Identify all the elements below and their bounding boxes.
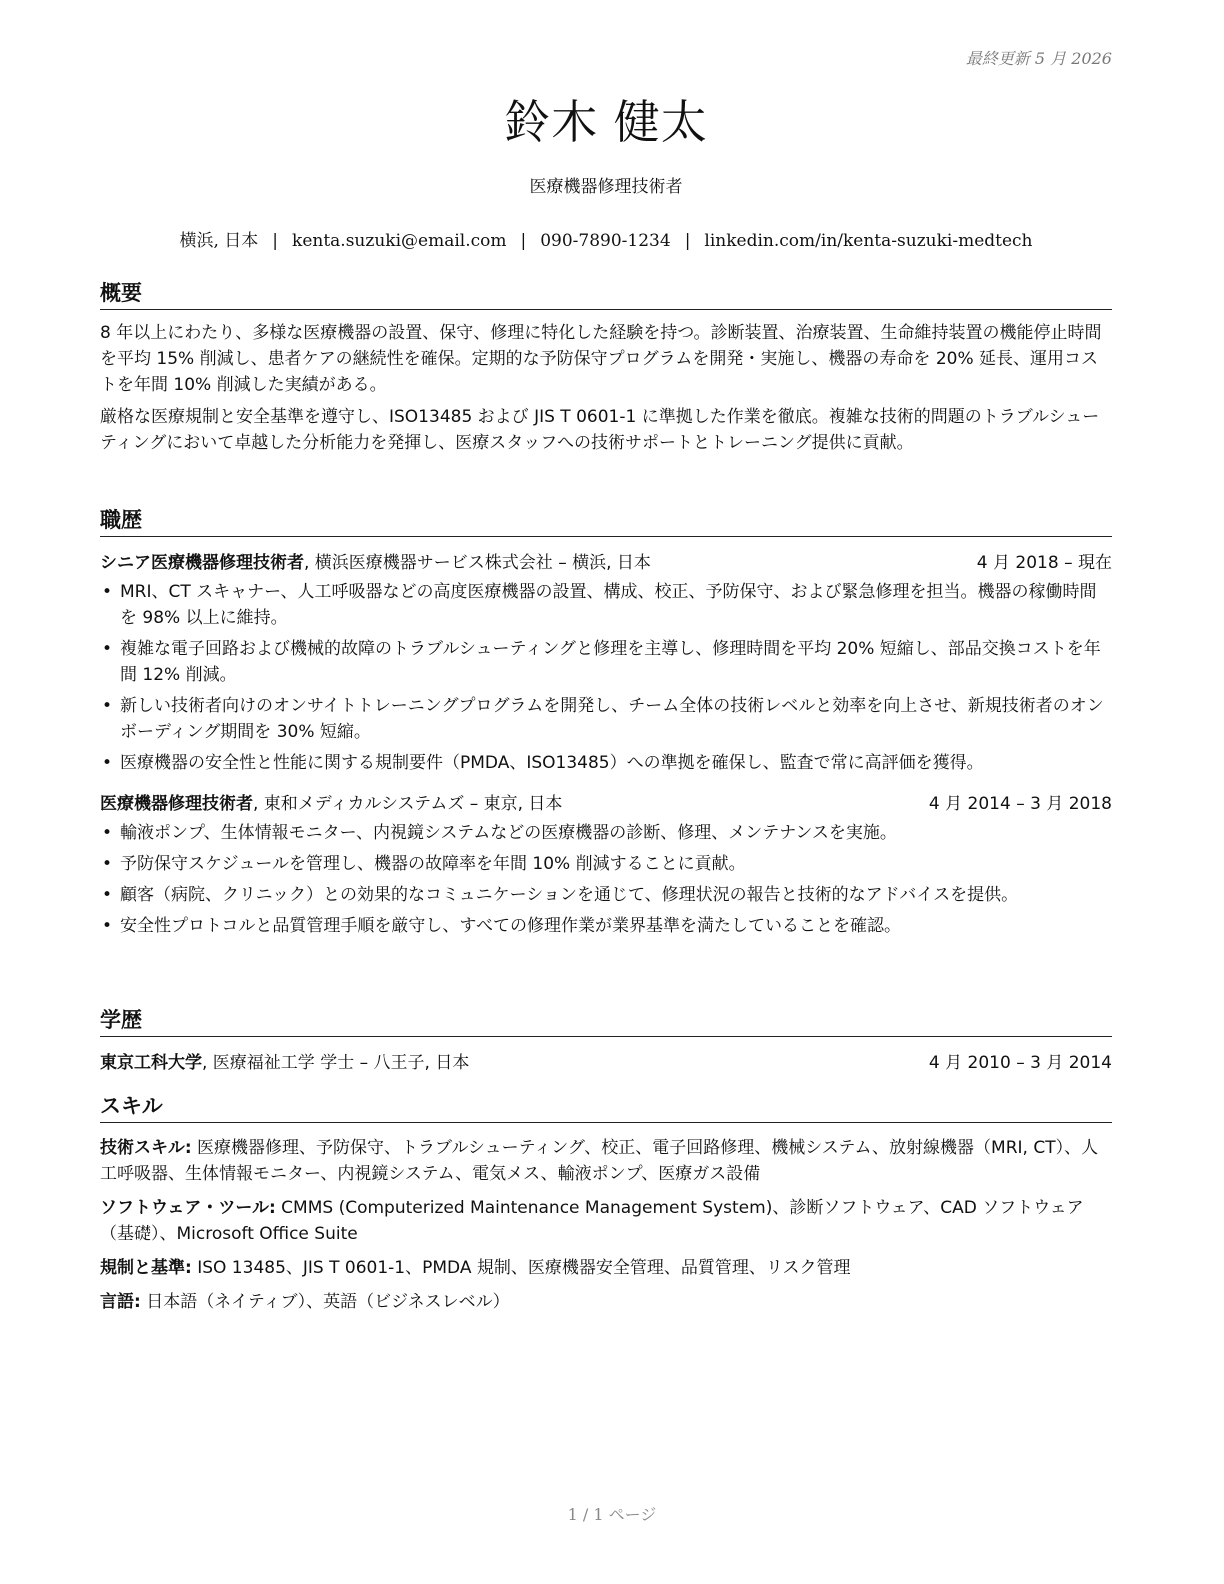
job-bullets <box>100 579 1112 776</box>
summary-paragraph: 厳格な医療規制と安全基準を遵守し、ISO13485 および JIS T 0601-1 に準拠した作業を徹底。複雑な技術的問題のトラブルシューティングにおいて卓越した分析能力を発揮し、医療スタッフへの技術サポートとトレーニング提供に貢献。 <box>100 407 1100 453</box>
education-entry <box>100 1051 1112 1075</box>
education-dates: 4 月 2010 – 3 月 2014 <box>928 1053 1112 1073</box>
section-heading: 概要 <box>100 280 1112 310</box>
summary-section <box>100 280 1112 456</box>
last-updated: 最終更新 5 月 2026 <box>965 49 1112 68</box>
job-org: , 横浜医療機器サービス株式会社 – 横浜, 日本 <box>304 553 651 573</box>
job-org: , 東和メディカルシステムズ – 東京, 日本 <box>253 794 563 814</box>
skill-row <box>100 1135 1112 1187</box>
list-item: • 新しい技術者向けのオンサイトトレーニングプログラムを開発し、チーム全体の技術レベルと効率を向上させ、新規技術者のオンボーディング期間を 30% 短縮。 <box>100 693 1112 745</box>
contact-separator: | <box>272 231 279 251</box>
contact-phone: 090-7890-1234 <box>540 231 671 251</box>
skill-row <box>100 1195 1112 1247</box>
education-section <box>100 1007 1112 1075</box>
list-item: • 輸液ポンプ、生体情報モニター、内視鏡システムなどの医療機器の診断、修理、メンテナンスを実施。 <box>100 820 1112 846</box>
page-number: 1 / 1 ページ <box>567 1505 657 1524</box>
job-entry <box>100 792 1112 939</box>
job-role: 医療機器修理技術者 <box>100 794 253 814</box>
candidate-name: 鈴木 健太 <box>504 95 708 149</box>
skill-label: 言語: <box>100 1292 141 1312</box>
list-item: • 安全性プロトコルと品質管理手順を厳守し、すべての修理作業が業界基準を満たしていることを確認。 <box>100 913 1112 939</box>
skill-value: 医療機器修理、予防保守、トラブルシューティング、校正、電子回路修理、機械システム、放射線機器（MRI, CT）、人工呼吸器、生体情報モニター、内視鏡システム、電気メス、輸液ポンプ、医療ガス設備 <box>100 1138 1099 1184</box>
skills-list <box>100 1135 1112 1315</box>
list-item: • 複雑な電子回路および機械的故障のトラブルシューティングと修理を主導し、修理時間を平均 20% 短縮し、部品交換コストを年間 12% 削減。 <box>100 636 1112 688</box>
job-header <box>100 551 1112 575</box>
experience-section <box>100 507 1112 944</box>
list-item: • MRI、CT スキャナー、人工呼吸器などの高度医療機器の設置、構成、校正、予防保守、および緊急修理を担当。機器の稼働時間を 98% 以上に維持。 <box>100 579 1112 631</box>
job-dates: 4 月 2014 – 3 月 2018 <box>928 794 1112 814</box>
school-name: 東京工科大学 <box>100 1053 202 1073</box>
skill-row <box>100 1289 1112 1315</box>
list-item: • 顧客（病院、クリニック）との効果的なコミュニケーションを通じて、修理状況の報告と技術的なアドバイスを提供。 <box>100 882 1112 908</box>
section-heading: 職歴 <box>100 507 1112 537</box>
skill-value: ISO 13485、JIS T 0601-1、PMDA 規制、医療機器安全管理、品質管理、リスク管理 <box>191 1258 851 1278</box>
skills-section <box>100 1093 1112 1323</box>
contact-separator: | <box>684 231 691 251</box>
contact-linkedin[interactable]: linkedin.com/in/kenta-suzuki-medtech <box>704 231 1033 251</box>
skill-value: 日本語（ネイティブ）、英語（ビジネスレベル） <box>140 1292 510 1312</box>
job-title: 医療機器修理技術者 <box>529 177 683 197</box>
contact-separator: | <box>520 231 527 251</box>
job-role: シニア医療機器修理技術者 <box>100 553 304 573</box>
summary-paragraph: 8 年以上にわたり、多様な医療機器の設置、保守、修理に特化した経験を持つ。診断装置、治療装置、生命維持装置の機能停止時間を平均 15% 削減し、患者ケアの継続性を確保。定期的な予防保守プログラムを開発・実施し、機器の寿命を 20% 延長、運用コストを年間 10% 削減した実績がある。 <box>100 323 1102 395</box>
skill-label: 規制と基準: <box>100 1258 192 1278</box>
job-bullets <box>100 820 1112 939</box>
skill-label: ソフトウェア・ツール: <box>100 1198 276 1218</box>
section-heading: 学歴 <box>100 1007 1112 1037</box>
contact-location: 横浜, 日本 <box>179 231 259 251</box>
list-item: • 予防保守スケジュールを管理し、機器の故障率を年間 10% 削減することに貢献。 <box>100 851 1112 877</box>
contact-email[interactable]: kenta.suzuki@email.com <box>292 231 507 251</box>
resume-page <box>100 0 1112 1584</box>
skill-label: 技術スキル: <box>100 1138 192 1158</box>
job-header <box>100 792 1112 816</box>
list-item: • 医療機器の安全性と性能に関する規制要件（PMDA、ISO13485）への準拠を確保し、監査で常に高評価を獲得。 <box>100 750 1112 776</box>
job-dates: 4 月 2018 – 現在 <box>976 553 1112 573</box>
section-heading: スキル <box>100 1093 1112 1123</box>
degree-detail: , 医療福祉工学 学士 – 八王子, 日本 <box>202 1053 470 1073</box>
skill-row <box>100 1255 1112 1281</box>
job-entry <box>100 551 1112 776</box>
skill-value: CMMS (Computerized Maintenance Management System)、診断ソフトウェア、CAD ソフトウェア（基礎）、Microsoft Office Suite <box>100 1198 1084 1244</box>
contact-line <box>100 226 1112 251</box>
